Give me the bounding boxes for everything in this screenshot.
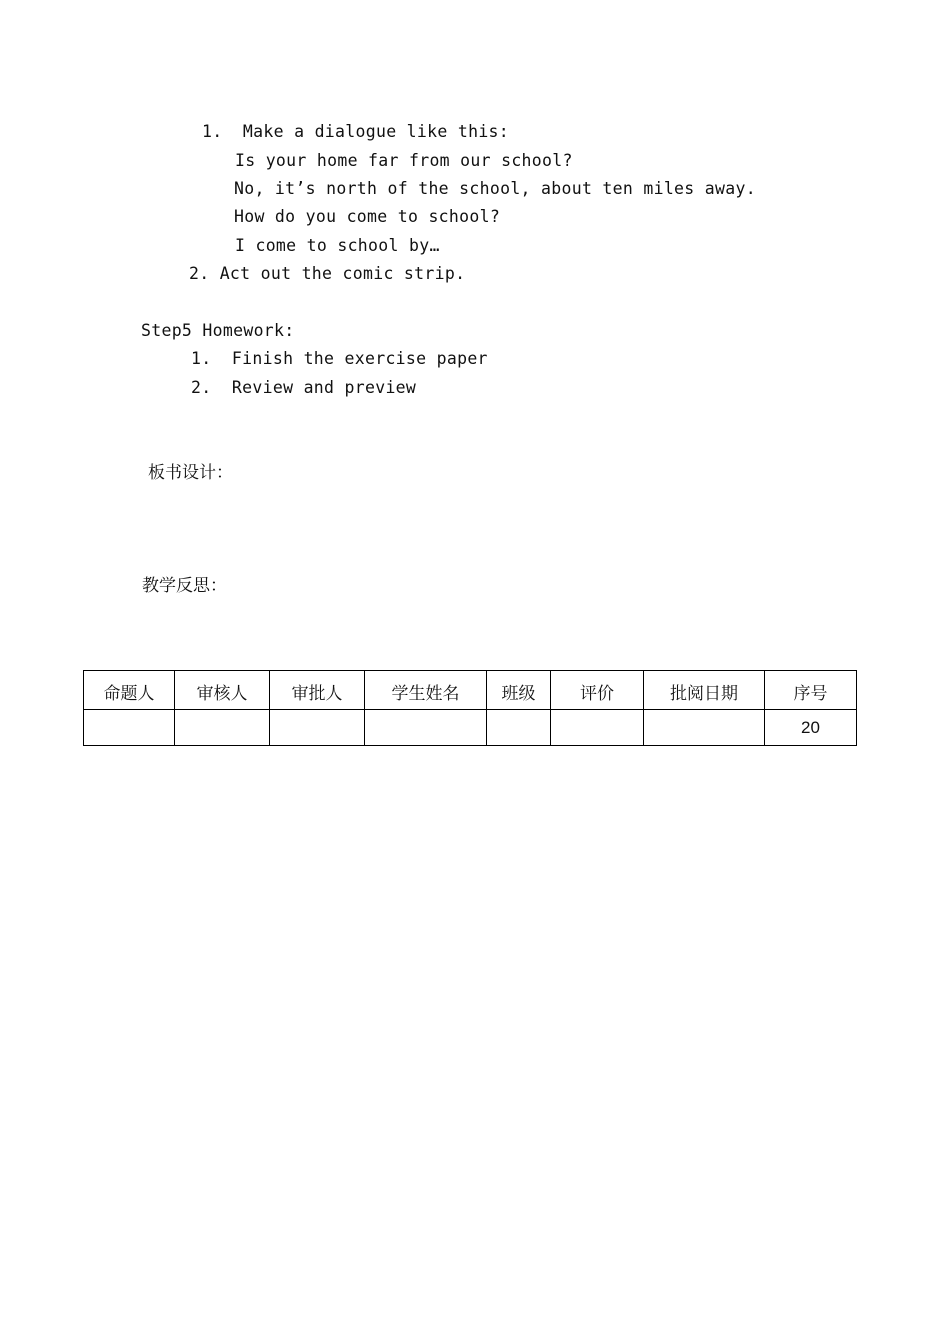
homework-item: 2. Review and preview xyxy=(191,378,417,397)
table-header-cell: 班级 xyxy=(487,671,551,710)
table-cell xyxy=(365,710,487,746)
table-cell xyxy=(644,710,765,746)
dialogue-item-2: 2. Act out the comic strip. xyxy=(189,264,466,283)
table-header-cell: 命题人 xyxy=(84,671,175,710)
table-header-cell: 批阅日期 xyxy=(644,671,765,710)
table-cell xyxy=(487,710,551,746)
homework-heading: Step5 Homework: xyxy=(141,321,295,340)
dialogue-line: No, it’s north of the school, about ten miles away. xyxy=(234,179,756,198)
table-row xyxy=(84,710,857,746)
board-design-label: 板书设计： xyxy=(148,463,233,483)
homework-item: 1. Finish the exercise paper xyxy=(191,349,488,368)
dialogue-line: How do you come to school? xyxy=(234,207,501,226)
table-header-cell: 序号 xyxy=(765,671,857,710)
dialogue-line: I come to school by… xyxy=(235,236,440,255)
table-header-cell: 学生姓名 xyxy=(365,671,487,710)
table-header-row xyxy=(84,671,857,710)
table-header-cell: 审批人 xyxy=(270,671,365,710)
table-cell xyxy=(551,710,644,746)
dialogue-item-1: 1. Make a dialogue like this: xyxy=(202,122,510,141)
table-cell xyxy=(270,710,365,746)
dialogue-line: Is your home far from our school? xyxy=(235,151,573,170)
table-cell xyxy=(84,710,175,746)
review-table xyxy=(83,670,857,746)
serial-number-cell: 20 xyxy=(765,710,857,746)
table-cell xyxy=(175,710,270,746)
table-header-cell: 审核人 xyxy=(175,671,270,710)
table-header-cell: 评价 xyxy=(551,671,644,710)
teaching-reflection-label: 教学反思： xyxy=(142,576,227,596)
